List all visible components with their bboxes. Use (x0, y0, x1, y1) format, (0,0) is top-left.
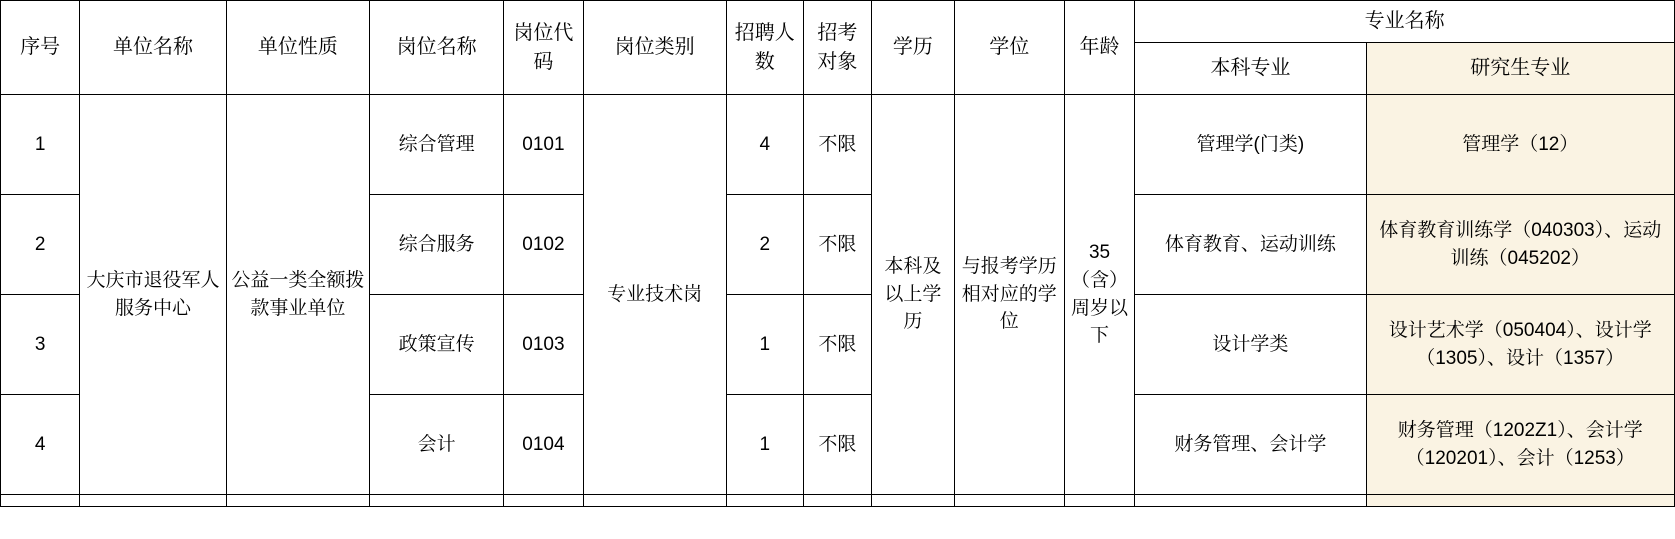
cell-empty (1366, 495, 1674, 507)
cell-unit-name: 大庆市退役军人服务中心 (80, 95, 226, 495)
cell-empty (1, 495, 80, 507)
cell-degree: 与报考学历相对应的学位 (954, 95, 1064, 495)
cell-empty (726, 495, 803, 507)
cell-seq: 3 (1, 295, 80, 395)
cell-empty (504, 495, 583, 507)
cell-seq: 4 (1, 395, 80, 495)
cell-recruit-number: 1 (726, 395, 803, 495)
cell-empty (872, 495, 955, 507)
cell-target: 不限 (803, 295, 871, 395)
cell-grad-major: 财务管理（1202Z1）、会计学（120201）、会计（1253） (1366, 395, 1674, 495)
cell-post-name: 会计 (369, 395, 503, 495)
cell-empty (954, 495, 1064, 507)
column-header-major-name: 专业名称 (1135, 1, 1675, 43)
cell-seq: 1 (1, 95, 80, 195)
cell-undergrad-major: 管理学(门类) (1135, 95, 1366, 195)
column-header-post-name: 岗位名称 (369, 1, 503, 95)
table-body (1, 95, 1675, 507)
cell-post-name: 综合服务 (369, 195, 503, 295)
cell-post-code: 0102 (504, 195, 583, 295)
cell-target: 不限 (803, 195, 871, 295)
column-header-post-type: 岗位类别 (583, 1, 726, 95)
cell-education: 本科及以上学历 (872, 95, 955, 495)
column-header-undergrad-major: 本科专业 (1135, 43, 1366, 95)
column-header-recruit-number: 招聘人数 (726, 1, 803, 95)
cell-post-name: 综合管理 (369, 95, 503, 195)
table-row-partial (1, 495, 1675, 507)
cell-recruit-number: 2 (726, 195, 803, 295)
cell-grad-major: 体育教育训练学（040303）、运动训练（045202） (1366, 195, 1674, 295)
table-header (1, 1, 1675, 95)
cell-target: 不限 (803, 395, 871, 495)
cell-undergrad-major: 体育教育、运动训练 (1135, 195, 1366, 295)
cell-empty (369, 495, 503, 507)
cell-post-name: 政策宣传 (369, 295, 503, 395)
cell-age: 35（含）周岁以下 (1064, 95, 1134, 495)
column-header-grad-major: 研究生专业 (1366, 43, 1674, 95)
column-header-education: 学历 (872, 1, 955, 95)
column-header-age: 年龄 (1064, 1, 1134, 95)
column-header-unit-nature: 单位性质 (226, 1, 369, 95)
column-header-seq: 序号 (1, 1, 80, 95)
cell-post-code: 0104 (504, 395, 583, 495)
cell-undergrad-major: 设计学类 (1135, 295, 1366, 395)
cell-undergrad-major: 财务管理、会计学 (1135, 395, 1366, 495)
cell-empty (1135, 495, 1366, 507)
cell-post-code: 0101 (504, 95, 583, 195)
column-header-degree: 学位 (954, 1, 1064, 95)
cell-empty (1064, 495, 1134, 507)
cell-empty (226, 495, 369, 507)
cell-empty (80, 495, 226, 507)
table-row (1, 95, 1675, 195)
cell-grad-major: 设计艺术学（050404）、设计学（1305）、设计（1357） (1366, 295, 1674, 395)
column-header-target: 招考对象 (803, 1, 871, 95)
cell-empty (803, 495, 871, 507)
cell-empty (583, 495, 726, 507)
cell-target: 不限 (803, 95, 871, 195)
cell-grad-major: 管理学（12） (1366, 95, 1674, 195)
cell-seq: 2 (1, 195, 80, 295)
cell-unit-nature: 公益一类全额拨款事业单位 (226, 95, 369, 495)
header-row-top (1, 1, 1675, 43)
column-header-unit-name: 单位名称 (80, 1, 226, 95)
cell-post-type: 专业技术岗 (583, 95, 726, 495)
cell-recruit-number: 1 (726, 295, 803, 395)
cell-post-code: 0103 (504, 295, 583, 395)
cell-recruit-number: 4 (726, 95, 803, 195)
column-header-post-code: 岗位代码 (504, 1, 583, 95)
